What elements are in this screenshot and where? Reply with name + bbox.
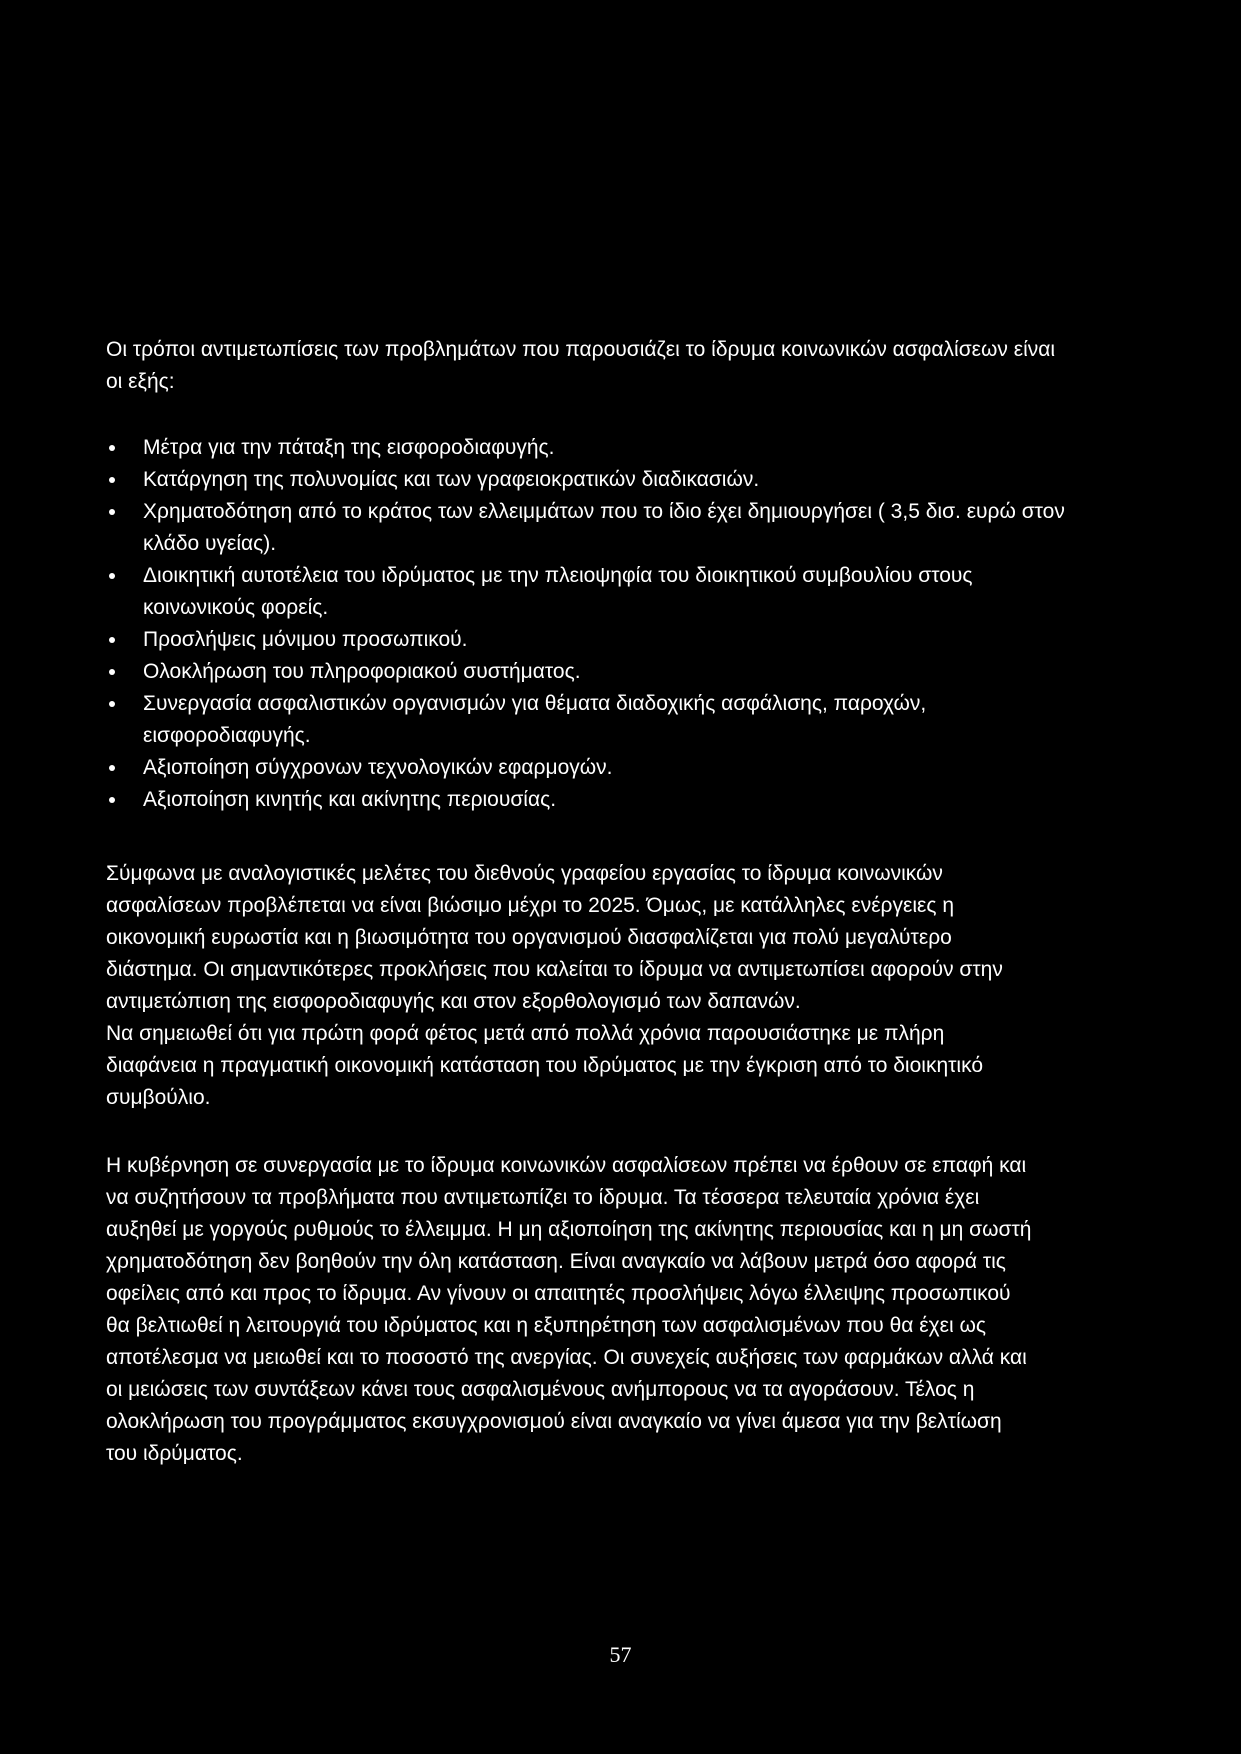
list-item-text: Αξιοποίηση σύγχρονων τεχνολογικών εφαρμογών. [143,756,613,779]
list-item-text: Προσλήψεις μόνιμου προσωπικού. [143,628,468,651]
bullet-icon [109,637,115,643]
transparency-text: Να σημειωθεί ότι για πρώτη φορά φέτος μετά από πολλά χρόνια παρουσιάστηκε με πλήρη διαφάνεια η πραγματική οικονομική κατάσταση του ιδρύματος με την έγκριση από το διοικητικό συμβούλιο. [106,1022,984,1109]
list-item [106,688,1066,752]
actuarial-paragraph [106,858,1033,1114]
list-item-text: Διοικητική αυτοτέλεια του ιδρύματος με την πλειοψηφία του διοικητικού συμβουλίου στους κοινωνικούς φορείς. [143,564,973,619]
list-item [106,464,1066,496]
actuarial-text: Σύμφωνα με αναλογιστικές μελέτες του διεθνούς γραφείου εργασίας το ίδρυμα κοινωνικών ασφαλίσεων προβλέπεται να είναι βιώσιμο μέχρι το 2025. Όμως, με κατάλληλες ενέργειες η οικονομική ευρωστία και η βιωσιμότητα του οργανισμού διασφαλίζεται για πολύ μεγαλύτερο διάστημα. Οι σημαντικότερες προκλήσεις που καλείται το ίδρυμα να αντιμετωπίσει αφορούν στην αντιμετώπιση της εισφοροδιαφυγής και στον εξορθολογισμό των δαπανών. [106,862,1003,1013]
list-item [106,496,1066,560]
list-item [106,560,1066,624]
list-item [106,784,1066,816]
bullet-icon [109,573,115,579]
measures-list [106,432,1066,816]
bullet-icon [109,477,115,483]
list-item-text: Συνεργασία ασφαλιστικών οργανισμών για θέματα διαδοχικής ασφάλισης, παροχών, εισφοροδιαφυγής. [143,692,927,747]
page-number: 57 [609,1642,632,1667]
list-item-text: Ολοκλήρωση του πληροφοριακού συστήματος. [143,660,581,683]
list-item-text: Αξιοποίηση κινητής και ακίνητης περιουσίας. [143,788,557,811]
list-item-text: Κατάργηση της πολυνομίας και των γραφειοκρατικών διαδικασιών. [143,468,760,491]
government-paragraph: Η κυβέρνηση σε συνεργασία με το ίδρυμα κοινωνικών ασφαλίσεων πρέπει να έρθουν σε επαφή και να συζητήσουν τα προβλήματα που αντιμετωπίζει το ίδρυμα. Τα τέσσερα τελευταία χρόνια έχει αυξηθεί με γοργούς ρυθμούς το έλλειμμα. Η μη αξιοποίηση της ακίνητης περιουσίας και η μη σωστή χρηματοδότηση δεν βοηθούν την όλη κατάσταση. Είναι αναγκαίο να λάβουν μετρά όσο αφορά τις οφείλεις από και προς το ίδρυμα. Αν γίνουν οι απαιτητές προσλήψεις λόγω έλλειψης προσωπικού θα βελτιωθεί η λειτουργιά του ιδρύματος και η εξυπηρέτηση των ασφαλισμένων που θα έχει ως αποτέλεσμα να μειωθεί και το ποσοστό της ανεργίας. Οι συνεχείς αυξήσεις των φαρμάκων αλλά και οι μειώσεις των συντάξεων κάνει τους ασφαλισμένους ανήμπορους να τα αγοράσουν. Τέλος η ολοκλήρωση του προγράμματος εκσυγχρονισμού είναι αναγκαίο να γίνει άμεσα για την βελτίωση του ιδρύματος. [106,1154,1032,1465]
bullet-icon [109,765,115,771]
list-item [106,752,1066,784]
list-item [106,624,1066,656]
list-item [106,432,1066,464]
bullet-icon [109,797,115,803]
bullet-icon [109,701,115,707]
bullet-icon [109,669,115,675]
intro-paragraph: Οι τρόποι αντιμετωπίσεις των προβλημάτων που παρουσιάζει το ίδρυμα κοινωνικών ασφαλίσεων είναι οι εξής: [106,338,1056,393]
bullet-icon [109,445,115,451]
list-item-text: Χρηματοδότηση από το κράτος των ελλειμμάτων που το ίδιο έχει δημιουργήσει ( 3,5 δισ. ευρώ στον κλάδο υγείας). [143,500,1065,555]
list-item-text: Μέτρα για την πάταξη της εισφοροδιαφυγής. [143,436,555,459]
bullet-icon [109,509,115,515]
list-item [106,656,1066,688]
